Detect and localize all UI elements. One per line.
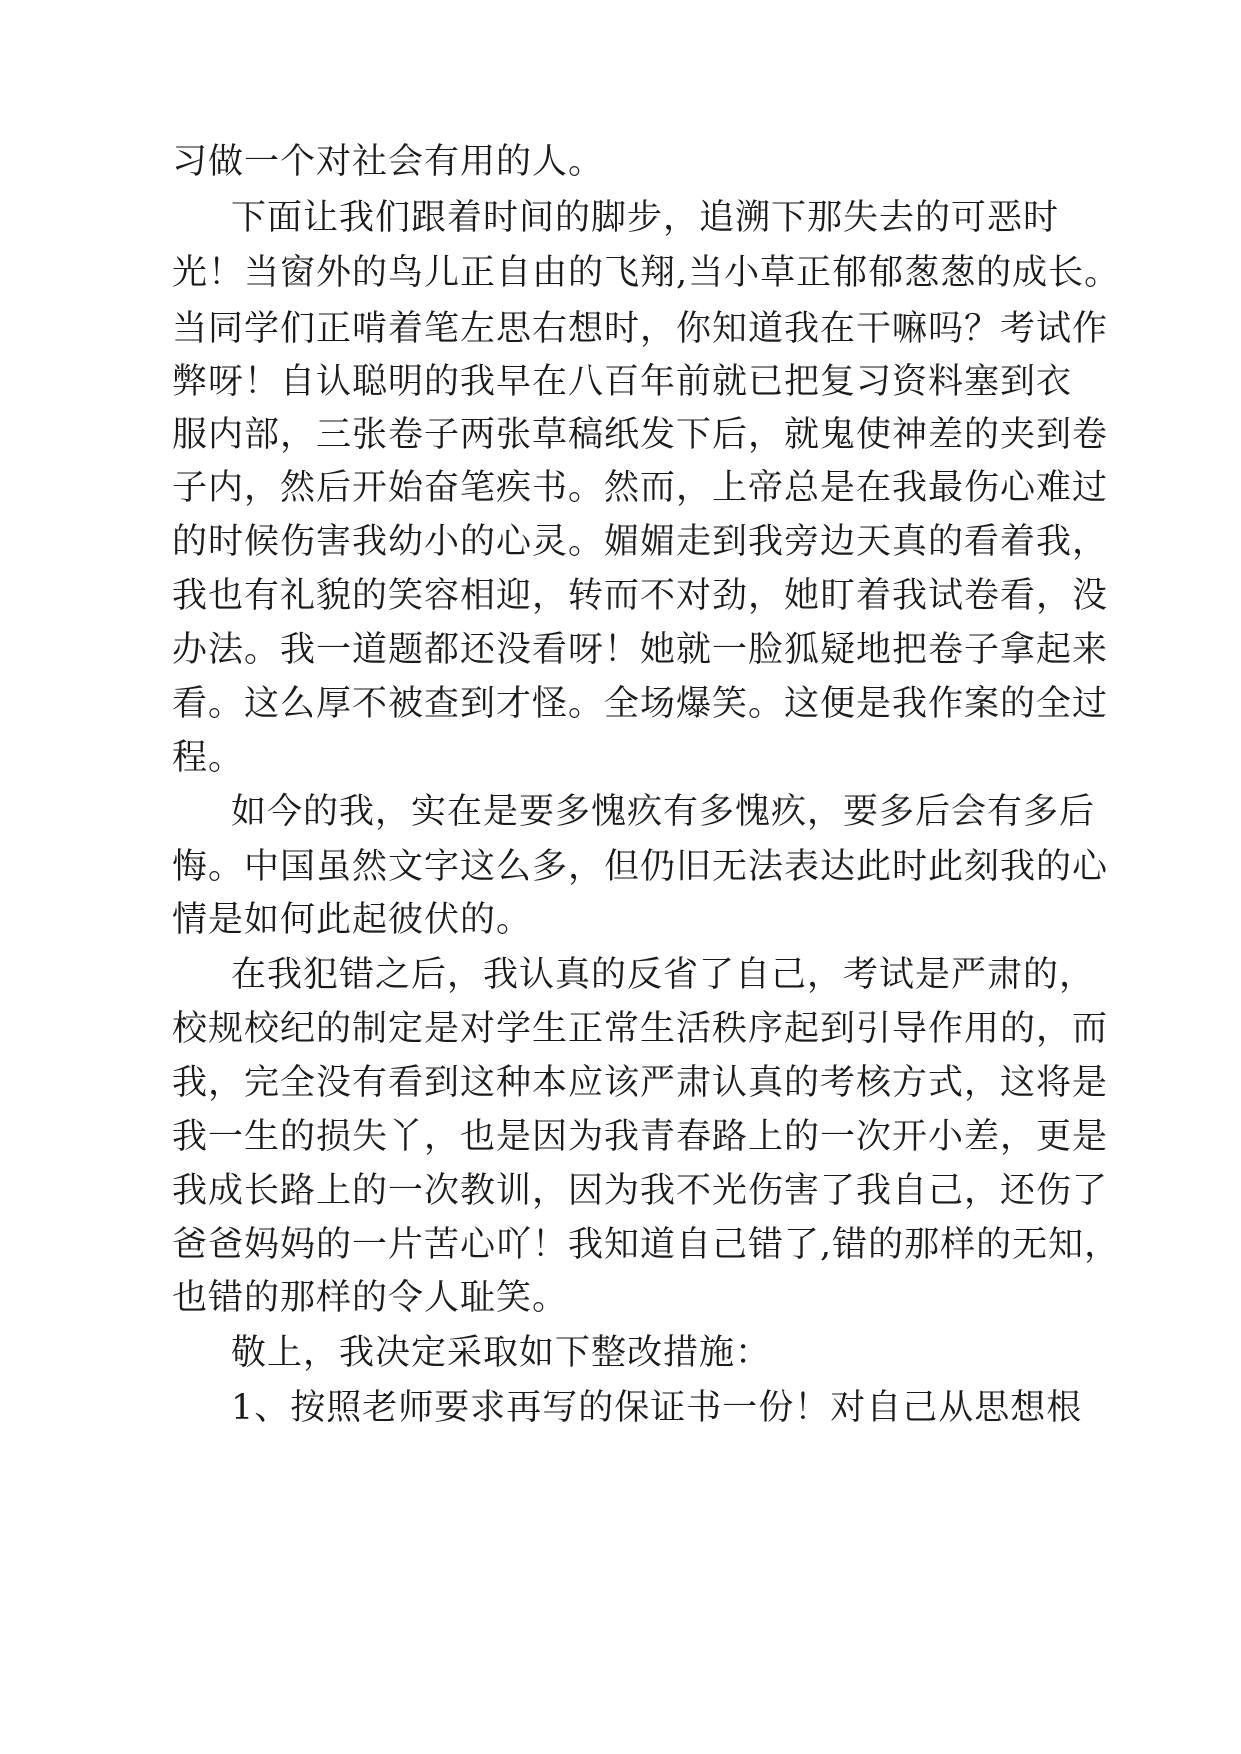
text-line: 习做一个对社会有用的人。 — [172, 142, 605, 182]
text-line: 当同学们正啃着笔左思右想时，你知道我在干嘛吗？考试作 — [172, 309, 1109, 349]
text-line: 的时候伤害我幼小的心灵。媚媚走到我旁边天真的看着我， — [172, 522, 1109, 562]
text-line: 子内，然后开始奋笔疾书。然而，上帝总是在我最伤心难过 — [172, 468, 1109, 508]
text-line: 校规校纪的制定是对学生正常生活秩序起到引导作用的，而 — [172, 1009, 1109, 1049]
text-line: 1、按照老师要求再写的保证书一份！对自己从思想根 — [231, 1388, 1083, 1428]
text-line: 悔。中国虽然文字这么多，但仍旧无法表达此时此刻我的心 — [172, 847, 1109, 887]
text-line: 我也有礼貌的笑容相迎，转而不对劲，她盯着我试卷看，没 — [172, 576, 1109, 616]
text-line: 爸爸妈妈的一片苦心吖！我知道自己错了,错的那样的无知， — [172, 1225, 1121, 1265]
text-line: 办法。我一道题都还没看呀！她就一脸狐疑地把卷子拿起来 — [172, 630, 1109, 670]
text-line: 程。 — [172, 738, 245, 778]
text-line: 服内部，三张卷子两张草稿纸发下后，就鬼使神差的夹到卷 — [172, 415, 1109, 455]
text-line: 也错的那样的令人耻笑。 — [172, 1278, 569, 1318]
text-line: 我一生的损失丫，也是因为我青春路上的一次开小差，更是 — [172, 1117, 1109, 1157]
text-line: 弊呀！自认聪明的我早在八百年前就已把复习资料塞到衣 — [172, 362, 1073, 402]
text-line: 在我犯错之后，我认真的反省了自己，考试是严肃的， — [231, 955, 1096, 995]
text-line: 看。这么厚不被查到才怪。全场爆笑。这便是我作案的全过 — [172, 684, 1109, 724]
text-line: 敬上，我决定采取如下整改措施： — [231, 1333, 772, 1373]
text-line: 如今的我，实在是要多愧疚有多愧疚，要多后会有多后 — [231, 792, 1096, 832]
text-line: 情是如何此起彼伏的。 — [172, 900, 533, 940]
text-line: 光！当窗外的鸟儿正自由的飞翔,当小草正郁郁葱葱的成长。 — [172, 253, 1121, 293]
text-line: 下面让我们跟着时间的脚步，追溯下那失去的可恶时 — [231, 198, 1060, 238]
text-line: 我，完全没有看到这种本应该严肃认真的考核方式，这将是 — [172, 1063, 1109, 1103]
text-line: 我成长路上的一次教训，因为我不光伤害了我自己，还伤了 — [172, 1171, 1109, 1211]
